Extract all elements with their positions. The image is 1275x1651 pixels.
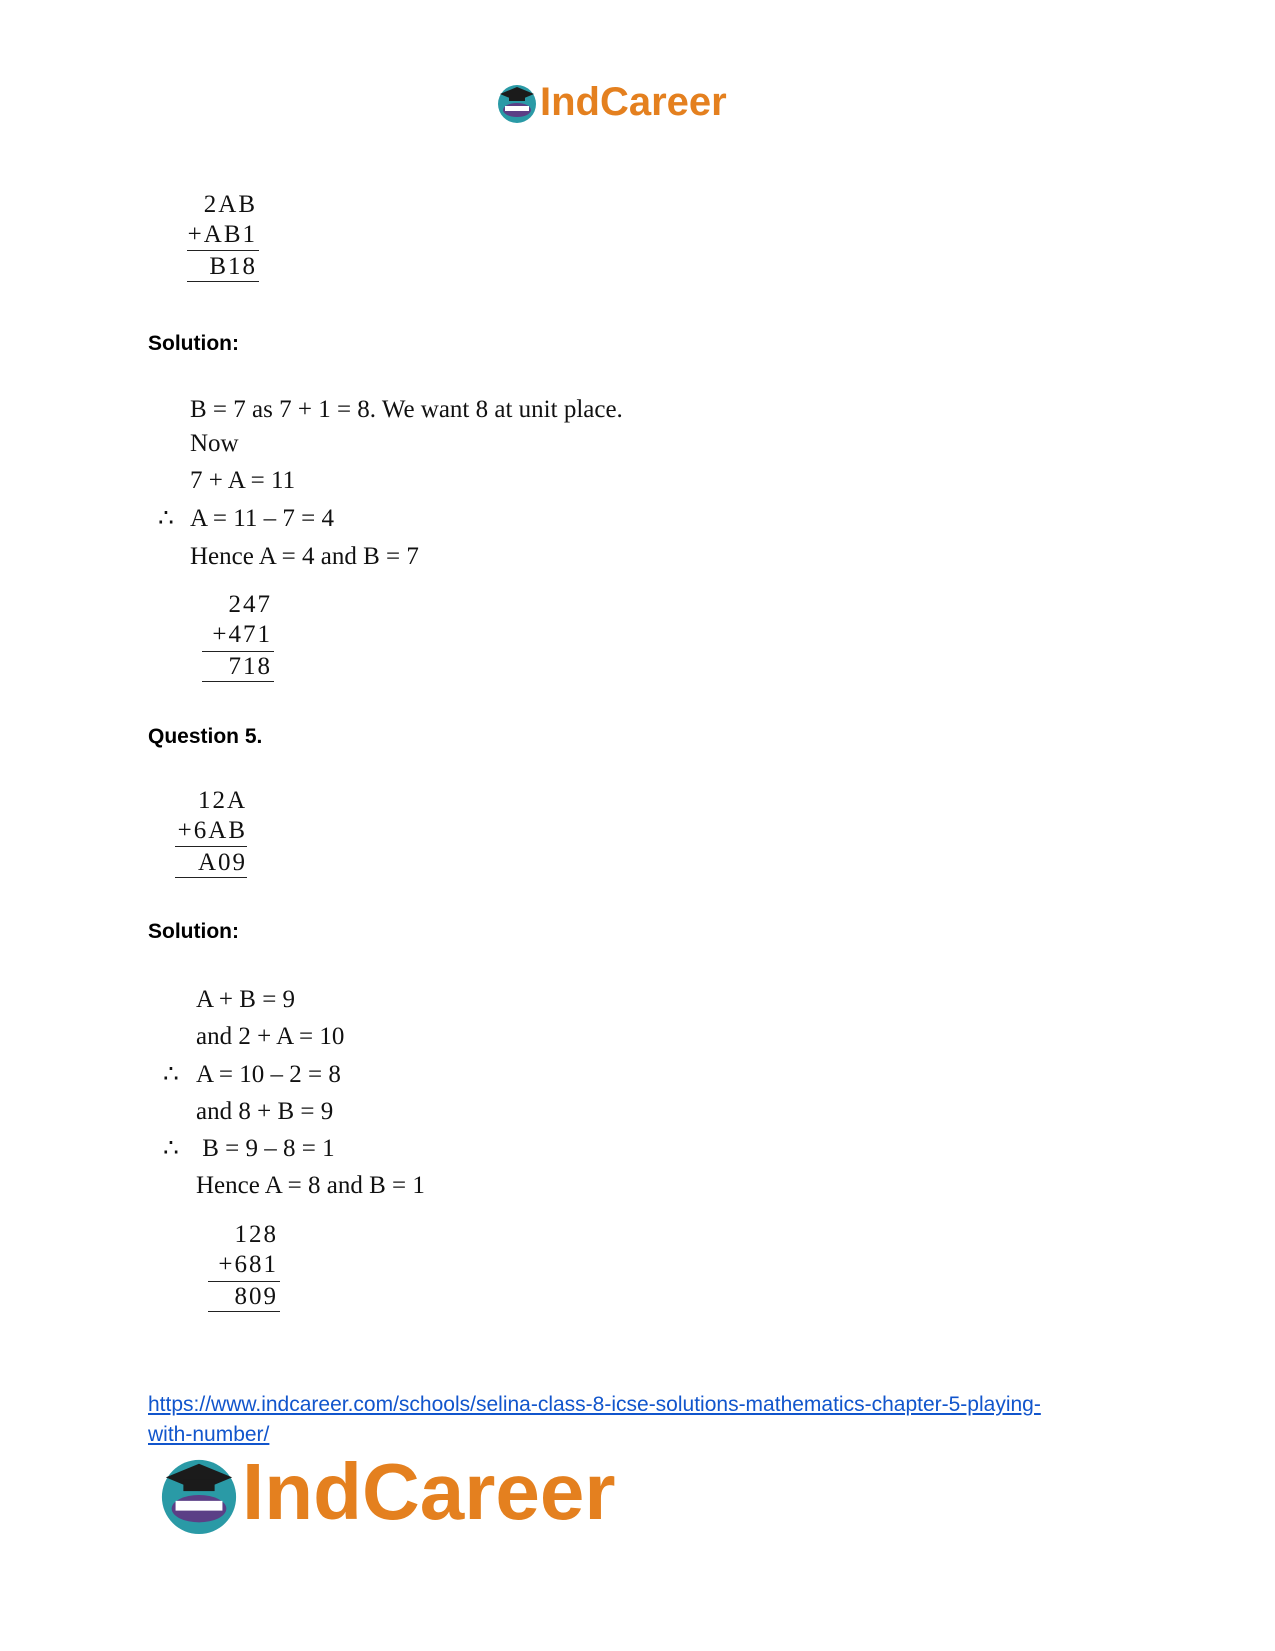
problem4-addition <box>165 190 265 280</box>
solution-line: and 2 + A = 10 <box>196 1023 345 1050</box>
sum-rule <box>208 1281 280 1282</box>
solution-line: Hence A = 8 and B = 1 <box>196 1172 425 1199</box>
question5-addition <box>155 786 255 876</box>
addition-result: A09 <box>197 849 247 876</box>
sum-rule <box>202 651 274 652</box>
result-rule <box>202 681 274 682</box>
header-logo <box>496 80 766 125</box>
result-rule <box>208 1311 280 1312</box>
source-link-line-1[interactable]: https://www.indcareer.com/schools/selina-class-8-icse-solutions-mathematics-chapter-5-playing- <box>148 1393 1041 1416</box>
addition-row-2: +471 <box>212 621 272 648</box>
addition-result: 809 <box>234 1283 278 1310</box>
problem4-answer-addition <box>190 590 290 682</box>
solution-line: 7 + A = 11 <box>190 467 296 494</box>
graduation-globe-icon <box>158 1454 240 1536</box>
addition-result: B18 <box>209 253 257 280</box>
addition-row-2: +6AB <box>177 817 247 844</box>
source-link-line-2[interactable]: with-number/ <box>148 1423 270 1446</box>
therefore-symbol: ∴ <box>158 505 174 532</box>
result-rule <box>187 281 259 282</box>
solution-line: A = 10 – 2 = 8 <box>196 1061 341 1088</box>
solution-heading: Solution: <box>148 332 239 355</box>
solution-line: A + B = 9 <box>196 986 296 1013</box>
source-link[interactable] <box>148 1390 1148 1450</box>
solution-line: A = 11 – 7 = 4 <box>190 505 334 532</box>
graduation-globe-icon <box>496 82 538 124</box>
therefore-symbol: ∴ <box>163 1135 179 1162</box>
addition-row-1: 247 <box>228 591 272 618</box>
question-heading: Question 5. <box>148 725 263 748</box>
footer-logo <box>158 1447 698 1537</box>
sum-rule <box>175 846 247 847</box>
solution-line: and 8 + B = 9 <box>196 1098 334 1125</box>
addition-row-2: +681 <box>218 1251 278 1278</box>
solution-line: B = 9 – 8 = 1 <box>196 1135 335 1162</box>
sum-rule <box>187 250 259 251</box>
solution-line: Now <box>190 430 239 457</box>
addition-result: 718 <box>228 653 272 680</box>
addition-row-1: 128 <box>234 1221 278 1248</box>
addition-row-1: 12A <box>197 787 247 814</box>
footer-logo-text: IndCareer <box>242 1447 616 1536</box>
addition-row-1: 2AB <box>203 191 257 218</box>
solution-heading: Solution: <box>148 920 239 943</box>
solution-line: Hence A = 4 and B = 7 <box>190 543 419 570</box>
addition-row-2: +AB1 <box>187 221 257 248</box>
question5-answer-addition <box>196 1220 296 1312</box>
therefore-symbol: ∴ <box>163 1061 179 1088</box>
result-rule <box>175 877 247 878</box>
header-logo-text: IndCareer <box>540 80 727 124</box>
solution-line: B = 7 as 7 + 1 = 8. We want 8 at unit place. <box>190 396 623 423</box>
